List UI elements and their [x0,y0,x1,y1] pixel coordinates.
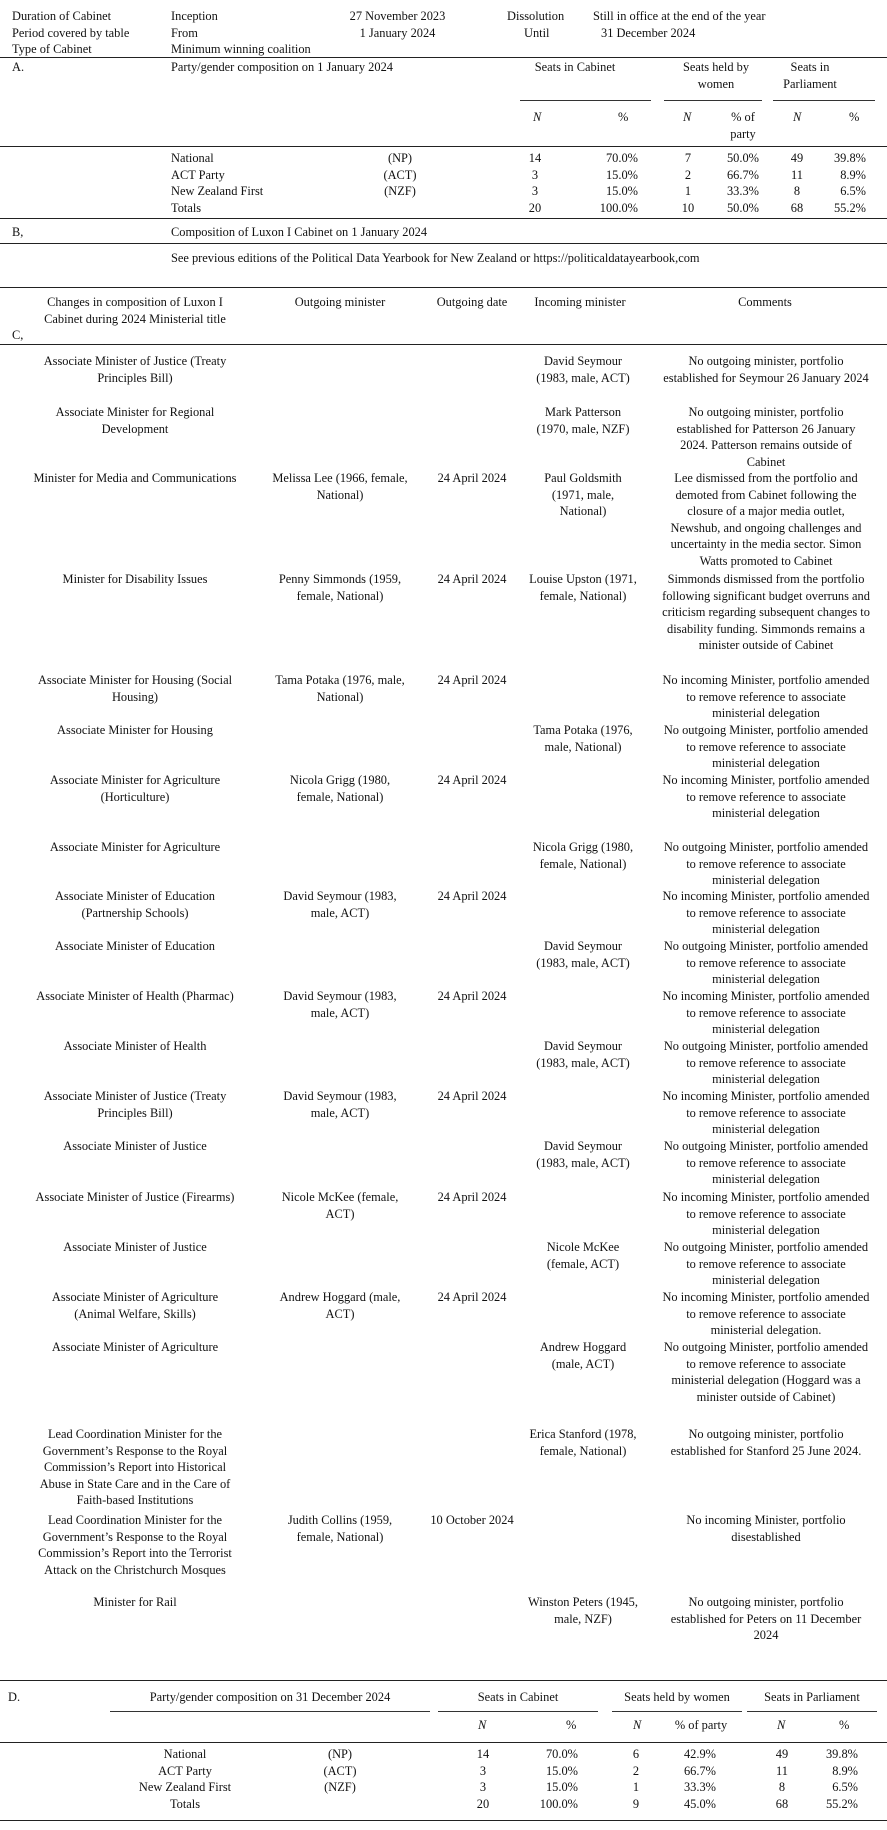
party-name: National [163,1747,207,1761]
outgoing-minister: Nicole McKee (female, ACT) [281,1190,399,1221]
comment: No incoming Minister, portfolio amended to remove reference to associate ministerial delegation [662,1089,870,1136]
type-label: Type of Cabinet [12,42,92,56]
a-h-cabinet: Seats in Cabinet [534,60,616,74]
parliament-n: 68 [775,1796,789,1811]
comment: No outgoing Minister, portfolio amended to remove reference to associate ministerial delegation [663,723,869,770]
cabinet-n: 14 [476,1747,490,1761]
ministerial-title: Associate Minister of Justice (Treaty Principles Bill) [43,1089,227,1120]
d-h-n: N [777,1718,786,1732]
parliament-n: 49 [790,151,804,165]
cabinet-pct: 100.0% [599,200,638,215]
party-abbr: (ACT) [323,1763,357,1778]
outgoing-date: 24 April 2024 [437,1290,507,1304]
ministerial-title: Associate Minister of Justice (Treaty Principles Bill) [43,354,227,385]
comment: Lee dismissed from the portfolio and demoted from Cabinet following the closure of a major media outlet, Newshub, and ongoing challenges and uncertainty in the media sector. Simon Watts promoted to Cabinet [670,471,862,568]
incoming-minister: David Seymour (1983, male, ACT) [536,1039,630,1070]
cabinet-n: 3 [479,1780,487,1794]
ministerial-title: Associate Minister of Justice [63,1139,207,1153]
c-h-incoming: Incoming minister [534,295,626,309]
women-pct: 42.9% [683,1747,716,1761]
from-date: 1 January 2024 [359,25,436,40]
party-name: Totals [169,1796,201,1811]
cabinet-n: 20 [476,1796,490,1811]
type-value: Minimum winning coalition [171,42,311,56]
incoming-minister: Tama Potaka (1976, male, National) [533,723,633,754]
comment: No outgoing minister, portfolio established for Seymour 26 January 2024 [663,354,869,385]
rule [0,57,887,58]
d-h-cabinet: Seats in Cabinet [477,1690,559,1704]
ministerial-title: Associate Minister for Agriculture [49,840,221,854]
women-pct: 66.7% [683,1763,716,1778]
ministerial-title: Minister for Disability Issues [62,572,208,586]
party-abbr: (NP) [327,1747,353,1761]
incoming-minister: Erica Stanford (1978, female, National) [529,1427,637,1458]
outgoing-date: 24 April 2024 [437,673,507,687]
section-a-letter: A. [12,60,25,74]
ministerial-title: Associate Minister of Health [63,1039,207,1053]
rule [0,287,887,288]
outgoing-date: 24 April 2024 [437,1089,507,1103]
incoming-minister: David Seymour (1983, male, ACT) [536,354,630,385]
party-abbr: (NP) [387,151,413,165]
d-h-n: N [633,1718,642,1732]
a-h-women: Seats held by women [682,60,750,91]
comment: No incoming Minister, portfolio disestablished [686,1513,846,1544]
parliament-pct: 8.9% [832,1763,858,1778]
outgoing-date: 24 April 2024 [437,572,507,586]
d-h-parliament: Seats in Parliament [764,1690,860,1704]
comment: No incoming Minister, portfolio amended to remove reference to associate ministerial delegation [662,889,870,936]
inception-label: Inception [171,9,218,23]
comment: No outgoing Minister, portfolio amended to remove reference to associate ministerial delegation [663,840,869,887]
section-b-letter: B, [12,225,24,239]
ministerial-title: Associate Minister for Regional Development [55,405,215,436]
a-h-pct: % [849,110,860,124]
c-h-date: Outgoing date [436,295,508,309]
comment: No outgoing Minister, portfolio amended to remove reference to associate ministerial delegation [663,1039,869,1086]
a-h-n: N [793,110,802,124]
party-abbr: (ACT) [383,167,417,182]
women-n: 1 [632,1780,640,1794]
cabinet-pct: 15.0% [545,1780,578,1794]
d-h-n: N [478,1718,487,1732]
comment: No outgoing Minister, portfolio amended to remove reference to associate ministerial delegation (Hoggard was a minister outside of Cabinet) [663,1340,869,1404]
ministerial-title: Associate Minister of Education (Partnership Schools) [54,889,215,920]
a-h-n: N [533,110,542,124]
d-h-pct: % [839,1718,850,1732]
ministerial-title: Associate Minister of Education [54,939,215,953]
women-n: 10 [681,200,695,215]
parliament-pct: 39.8% [833,151,866,165]
ministerial-title: Minister for Rail [93,1595,177,1609]
outgoing-minister: Andrew Hoggard (male, ACT) [279,1290,401,1321]
d-h-women: Seats held by women [624,1690,730,1704]
comment: Simmonds dismissed from the portfolio following significant budget overruns and criticism regarding subsequent changes to disability funding. Simmonds remains a minister outside of Cabinet [662,572,870,652]
ministerial-title: Associate Minister of Justice [63,1240,207,1254]
comment: No outgoing Minister, portfolio amended to remove reference to associate ministerial delegation [663,939,869,986]
outgoing-minister: Judith Collins (1959, female, National) [287,1513,393,1544]
ministerial-title: Associate Minister of Agriculture (Animal Welfare, Skills) [51,1290,219,1321]
parliament-n: 8 [793,184,801,198]
incoming-minister: David Seymour (1983, male, ACT) [536,939,630,970]
rule [110,1711,430,1712]
rule [773,100,875,101]
party-name: ACT Party [158,1763,212,1778]
duration-label: Duration of Cabinet [12,9,112,23]
rule [664,100,762,101]
women-n: 7 [684,151,692,165]
women-n: 2 [684,167,692,182]
comment: No outgoing minister, portfolio established for Peters on 11 December 2024 [670,1595,862,1642]
parliament-pct: 39.8% [825,1747,858,1761]
women-pct: 33.3% [726,184,759,198]
inception-date: 27 November 2023 [349,9,446,23]
cabinet-pct: 15.0% [605,184,638,198]
section-a-title: Party/gender composition on 1 January 2024 [171,60,393,74]
rule [612,1711,742,1712]
women-pct: 66.7% [726,167,759,182]
incoming-minister: Mark Patterson (1970, male, NZF) [536,405,630,436]
ministerial-title: Minister for Media and Communications [33,471,237,485]
incoming-minister: Louise Upston (1971, female, National) [529,572,637,603]
parliament-pct: 55.2% [825,1796,858,1811]
a-h-n: N [683,110,692,124]
outgoing-date: 24 April 2024 [437,889,507,903]
party-name: New Zealand First [138,1780,232,1794]
parliament-n: 68 [790,200,804,215]
outgoing-minister: Melissa Lee (1966, female, National) [272,471,408,502]
rule [0,1820,887,1821]
cabinet-n: 3 [531,184,539,198]
women-n: 6 [632,1747,640,1761]
ministerial-title: Associate Minister for Housing [57,723,213,737]
rule [0,243,887,244]
comment: No outgoing Minister, portfolio amended to remove reference to associate ministerial delegation [663,1139,869,1186]
parliament-pct: 6.5% [840,184,866,198]
incoming-minister: David Seymour (1983, male, ACT) [536,1139,630,1170]
ministerial-title: Lead Coordination Minister for the Government’s Response to the Royal Commission’s Report into the Terrorist Attack on the Christchurch Mosques [38,1513,232,1577]
party-name: Totals [171,200,202,215]
outgoing-minister: Tama Potaka (1976, male, National) [275,673,405,704]
outgoing-date: 24 April 2024 [437,989,507,1003]
section-d-title: Party/gender composition on 31 December 2024 [149,1690,391,1704]
cabinet-pct: 70.0% [605,151,638,165]
dissolution-label: Dissolution [507,9,565,23]
rule [438,1711,598,1712]
rule [0,1680,887,1681]
comment: No incoming Minister, portfolio amended to remove reference to associate ministerial delegation. [662,1290,870,1337]
incoming-minister: Winston Peters (1945, male, NZF) [528,1595,638,1626]
comment: No outgoing minister, portfolio established for Patterson 26 January 2024. Patterson remains outside of Cabinet [676,405,856,469]
outgoing-minister: David Seymour (1983, male, ACT) [283,1089,397,1120]
section-c-letter: C, [12,328,24,342]
rule [0,344,887,345]
party-abbr: (NZF) [384,184,416,198]
ministerial-title: Lead Coordination Minister for the Government’s Response to the Royal Commission’s Report into Historical Abuse in State Care and in the Care of Faith-based Institutions [39,1427,231,1507]
ministerial-title: Associate Minister of Agriculture [51,1340,219,1354]
d-h-pct-party: % of party [674,1718,728,1732]
incoming-minister: Nicole McKee (female, ACT) [546,1240,620,1271]
c-h-changes: Changes in composition of Luxon I Cabinet during 2024 Ministerial title [44,295,226,326]
parliament-n: 8 [778,1780,786,1794]
party-name: ACT Party [171,167,225,182]
c-h-comments: Comments [738,295,792,309]
ministerial-title: Associate Minister of Health (Pharmac) [36,989,234,1003]
incoming-minister: Paul Goldsmith (1971, male, National) [544,471,622,518]
parliament-pct: 8.9% [840,167,866,182]
parliament-n: 49 [775,1747,789,1761]
outgoing-date: 10 October 2024 [430,1513,514,1527]
outgoing-date: 24 April 2024 [437,773,507,787]
rule [0,1742,887,1743]
outgoing-minister: Penny Simmonds (1959, female, National) [278,572,402,603]
outgoing-minister: David Seymour (1983, male, ACT) [283,889,397,920]
women-pct: 50.0% [726,151,759,165]
incoming-minister: Andrew Hoggard (male, ACT) [539,1340,627,1371]
comment: No outgoing minister, portfolio established for Stanford 25 June 2024. [670,1427,862,1458]
parliament-n: 11 [776,1763,788,1778]
women-pct: 45.0% [683,1796,716,1811]
rule [0,146,887,147]
d-h-pct: % [566,1718,577,1732]
until-date: 31 December 2024 [601,25,696,40]
a-h-parliament: Seats in Parliament [783,60,837,91]
outgoing-minister: Nicola Grigg (1980, female, National) [289,773,391,804]
dissolution-value: Still in office at the end of the year [593,9,766,23]
section-b-title: Composition of Luxon I Cabinet on 1 January 2024 [171,225,428,239]
cabinet-n: 14 [528,151,542,165]
cabinet-pct: 100.0% [539,1796,578,1811]
cabinet-n: 20 [528,200,542,215]
party-abbr: (NZF) [324,1780,356,1794]
from-label: From [171,25,198,40]
parliament-pct: 55.2% [833,200,866,215]
women-n: 9 [632,1796,640,1811]
comment: No outgoing Minister, portfolio amended to remove reference to associate ministerial delegation [663,1240,869,1287]
period-label: Period covered by table [12,25,130,40]
a-h-pct-party: % of party [730,110,756,141]
cabinet-pct: 70.0% [545,1747,578,1761]
outgoing-minister: David Seymour (1983, male, ACT) [283,989,397,1020]
women-pct: 50.0% [726,200,759,215]
ministerial-title: Associate Minister for Agriculture (Horticulture) [49,773,221,804]
a-h-pct: % [618,110,629,124]
party-name: National [171,151,214,165]
women-n: 2 [632,1763,640,1778]
ministerial-title: Associate Minister of Justice (Firearms) [35,1190,235,1204]
women-pct: 33.3% [683,1780,716,1794]
women-n: 1 [684,184,692,198]
incoming-minister: Nicola Grigg (1980, female, National) [532,840,634,871]
rule [747,1711,877,1712]
cabinet-pct: 15.0% [605,167,638,182]
rule [0,218,887,219]
cabinet-n: 3 [531,167,539,182]
rule [520,100,651,101]
c-h-outgoing: Outgoing minister [294,295,386,309]
comment: No incoming Minister, portfolio amended to remove reference to associate ministerial delegation [662,773,870,820]
parliament-n: 11 [791,167,803,182]
comment: No incoming Minister, portfolio amended to remove reference to associate ministerial delegation [662,673,870,720]
ministerial-title: Associate Minister for Housing (Social Housing) [37,673,233,704]
comment: No incoming Minister, portfolio amended to remove reference to associate ministerial delegation [662,1190,870,1237]
parliament-pct: 6.5% [832,1780,858,1794]
outgoing-date: 24 April 2024 [437,471,507,485]
comment: No incoming Minister, portfolio amended to remove reference to associate ministerial delegation [662,989,870,1036]
section-d-letter: D. [8,1690,21,1704]
section-b-note: See previous editions of the Political Data Yearbook for New Zealand or https://politicaldatayearbook,com [171,251,700,265]
party-name: New Zealand First [171,184,264,198]
outgoing-date: 24 April 2024 [437,1190,507,1204]
cabinet-pct: 15.0% [545,1763,578,1778]
until-label: Until [524,25,550,40]
cabinet-n: 3 [479,1763,487,1778]
